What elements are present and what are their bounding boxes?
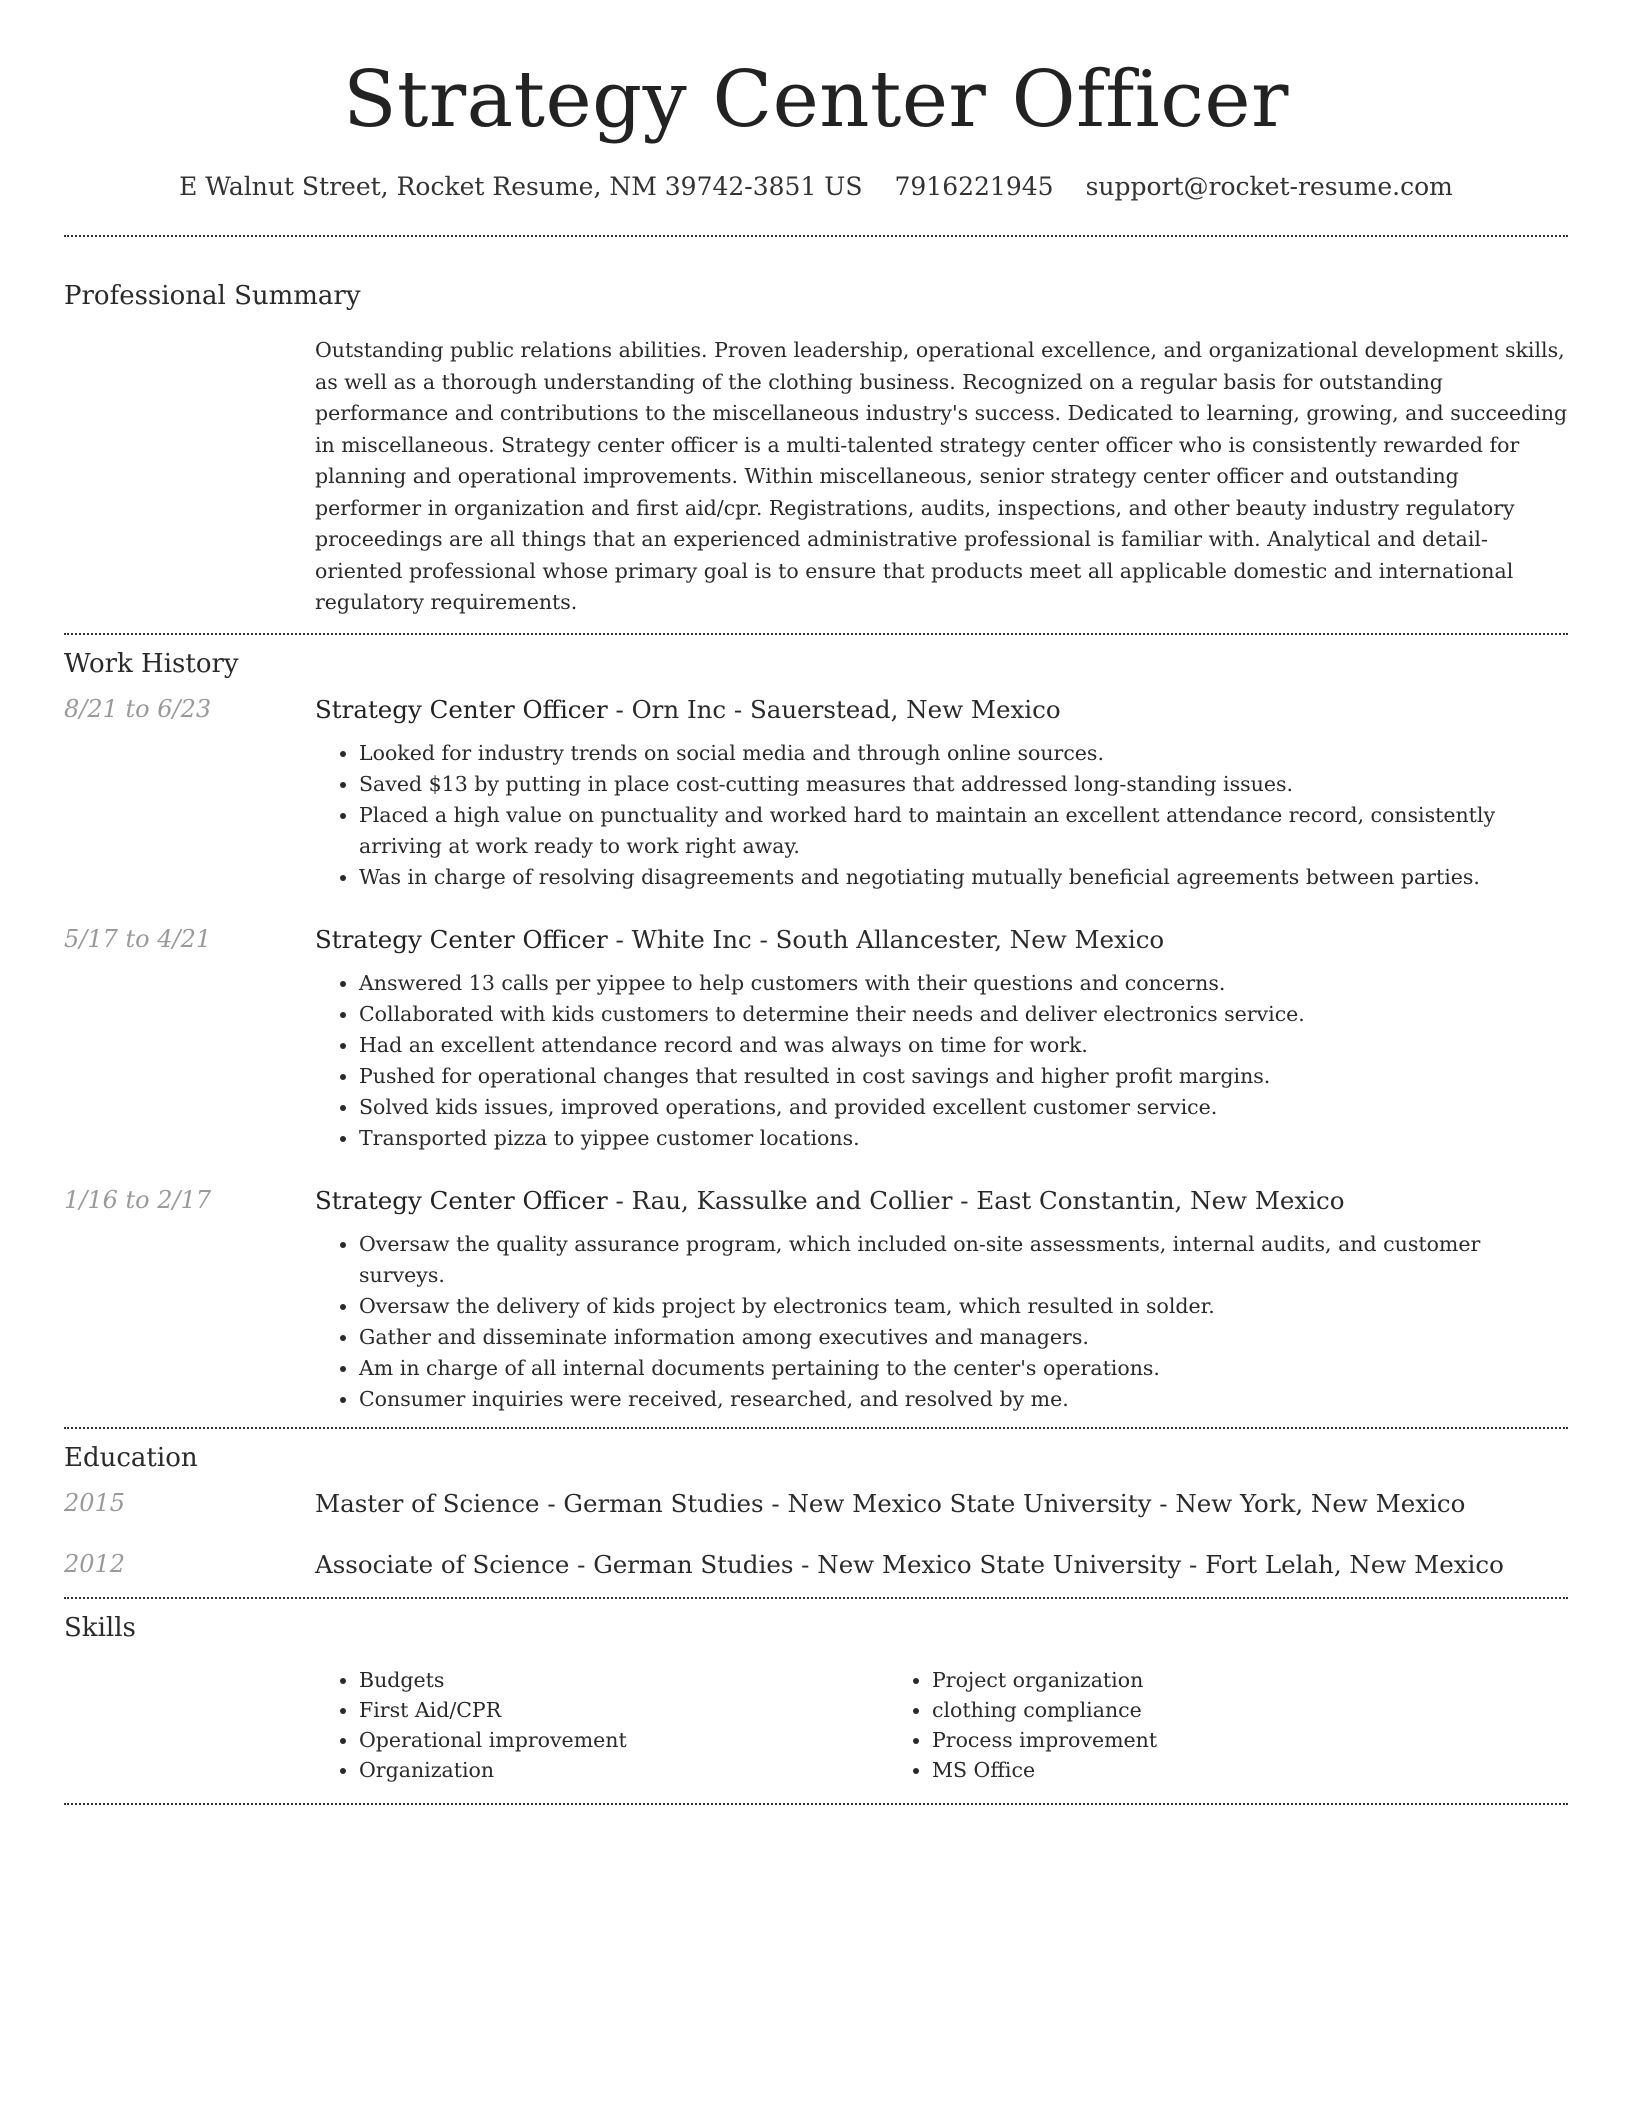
divider: [64, 235, 1568, 237]
job-bullet: • Had an excellent attendance record and was always on time for work.: [359, 1030, 1568, 1061]
job-bullets: [315, 1229, 1568, 1415]
education-title-line: [315, 1489, 1568, 1518]
separator: -: [569, 1549, 594, 1579]
job-dates: 1/16 to 2/17: [64, 1185, 212, 1214]
separator: -: [1151, 1488, 1176, 1518]
job-title-line: [315, 1186, 1568, 1215]
job-bullet: • Oversaw the quality assurance program, which included on-site assessments, internal audits, and customer surveys.: [359, 1229, 1568, 1291]
divider: [64, 1597, 1568, 1599]
skills-section: [64, 1613, 1568, 1785]
divider: [64, 1427, 1568, 1429]
job-bullet: • Am in charge of all internal documents pertaining to the center's operations.: [359, 1353, 1568, 1384]
skills-list-left: [315, 1665, 888, 1785]
contact-line: [64, 172, 1568, 201]
separator: -: [539, 1488, 564, 1518]
job-title-line: [315, 695, 1568, 724]
separator: -: [952, 1185, 977, 1215]
job-bullet: • Consumer inquiries were received, researched, and resolved by me.: [359, 1384, 1568, 1415]
summary-section: [64, 281, 1568, 619]
section-title-summary: Professional Summary: [64, 281, 361, 311]
skill-item: • clothing compliance: [932, 1695, 1461, 1725]
skill-item: • Organization: [359, 1755, 888, 1785]
skills-list-right: [888, 1665, 1461, 1785]
job-role: Strategy Center Officer: [315, 924, 608, 954]
separator: -: [793, 1549, 818, 1579]
divider: [64, 1803, 1568, 1805]
job-dates: 8/21 to 6/23: [64, 694, 212, 723]
job-bullet: • Saved $13 by putting in place cost-cutting measures that addressed long-standing issues.: [359, 769, 1568, 800]
separator: -: [1181, 1549, 1206, 1579]
job-company: Rau, Kassulke and Collier: [631, 1185, 953, 1215]
job-bullet: • Pushed for operational changes that resulted in cost savings and higher profit margins.: [359, 1061, 1568, 1092]
job-bullet: • Gather and disseminate information among executives and managers.: [359, 1322, 1568, 1353]
job-entry: [64, 1186, 1568, 1415]
job-bullet: • Oversaw the delivery of kids project by electronics team, which resulted in solder.: [359, 1291, 1568, 1322]
education-entry: [64, 1550, 1568, 1579]
skill-item: • MS Office: [932, 1755, 1461, 1785]
resume-header: [64, 0, 1568, 201]
education-field: German Studies: [593, 1549, 794, 1579]
job-location: South Allancester, New Mexico: [775, 924, 1165, 954]
job-location: East Constantin, New Mexico: [976, 1185, 1345, 1215]
section-title-education: Education: [64, 1442, 198, 1473]
job-dates: 5/17 to 4/21: [64, 924, 212, 953]
education-year: 2012: [64, 1549, 126, 1578]
section-title-work-history: Work History: [64, 648, 239, 679]
education-field: German Studies: [563, 1488, 764, 1518]
education-entry: [64, 1489, 1568, 1518]
education-year: 2015: [64, 1488, 126, 1517]
candidate-name: Strategy Center Officer: [343, 55, 1289, 145]
education-title-line: [315, 1550, 1568, 1579]
address: E Walnut Street, Rocket Resume, NM 39742-3851 US: [179, 172, 863, 201]
job-role: Strategy Center Officer: [315, 694, 608, 724]
separator: -: [763, 1488, 788, 1518]
separator: -: [751, 924, 776, 954]
education-school: New Mexico State University: [817, 1549, 1182, 1579]
job-bullet: • Placed a high value on punctuality and worked hard to maintain an excellent attendance record, consistently arriving at work ready to work right away.: [359, 800, 1568, 862]
job-location: Sauerstead, New Mexico: [750, 694, 1061, 724]
separator: -: [607, 694, 632, 724]
job-bullet: • Answered 13 calls per yippee to help customers with their questions and concerns.: [359, 968, 1568, 999]
job-entry: [64, 695, 1568, 893]
skill-item: • First Aid/CPR: [359, 1695, 888, 1725]
skill-item: • Process improvement: [932, 1725, 1461, 1755]
job-title-line: [315, 925, 1568, 954]
divider: [64, 633, 1568, 635]
job-bullet: • Was in charge of resolving disagreements and negotiating mutually beneficial agreements between parties.: [359, 862, 1568, 893]
skill-item: • Operational improvement: [359, 1725, 888, 1755]
section-title-skills: Skills: [64, 1612, 136, 1643]
education-school: New Mexico State University: [787, 1488, 1152, 1518]
job-bullet: • Solved kids issues, improved operations, and provided excellent customer service.: [359, 1092, 1568, 1123]
separator: -: [726, 694, 750, 724]
phone: 7916221945: [894, 172, 1054, 201]
work-history-section: [64, 649, 1568, 1415]
education-degree: Associate of Science: [315, 1549, 570, 1579]
summary-text: Outstanding public relations abilities. Proven leadership, operational excellence, and organizational development skills, as well as a thorough understanding of the clothing business. Recognized on a regular basis for outstanding performance and contributions to the miscellaneous industry's success. Dedicated to learning, growing, and succeeding in miscellaneous. Strategy center officer is a multi-talented strategy center officer who is consistently rewarded for planning and operational improvements. Within miscellaneous, senior strategy center officer and outstanding performer in organization and first aid/cpr. Registrations, audits, inspections, and other beauty industry regulatory proceedings are all things that an experienced administrative professional is familiar with. Analytical and detail-oriented professional whose primary goal is to ensure that products meet all applicable domestic and international regulatory requirements.: [315, 338, 1568, 614]
skills-columns: [315, 1665, 1568, 1785]
email: support@rocket-resume.com: [1085, 172, 1453, 201]
job-company: White Inc: [631, 924, 752, 954]
skill-item: • Budgets: [359, 1665, 888, 1695]
job-bullet: • Looked for industry trends on social media and through online sources.: [359, 738, 1568, 769]
separator: -: [607, 1185, 632, 1215]
education-degree: Master of Science: [315, 1488, 540, 1518]
skill-item: • Project organization: [932, 1665, 1461, 1695]
job-bullets: [315, 738, 1568, 893]
job-bullets: [315, 968, 1568, 1154]
job-bullet: • Transported pizza to yippee customer locations.: [359, 1123, 1568, 1154]
job-bullet: • Collaborated with kids customers to determine their needs and deliver electronics service.: [359, 999, 1568, 1030]
education-location: New York, New Mexico: [1175, 1488, 1466, 1518]
separator: -: [607, 924, 632, 954]
education-location: Fort Lelah, New Mexico: [1205, 1549, 1504, 1579]
job-entry: [64, 925, 1568, 1154]
job-company: Orn Inc: [631, 694, 727, 724]
job-role: Strategy Center Officer: [315, 1185, 608, 1215]
education-section: [64, 1443, 1568, 1579]
